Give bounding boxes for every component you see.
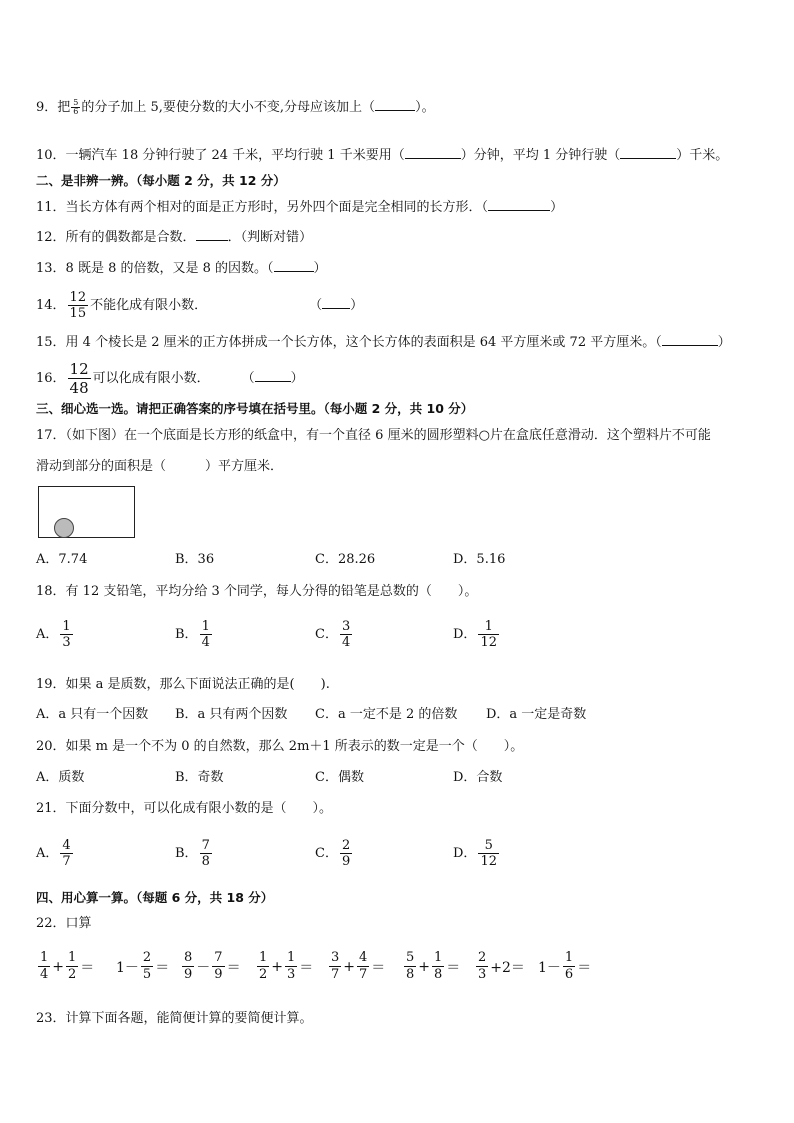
q17-number: 17． (36, 428, 66, 443)
question-20 (36, 738, 523, 756)
q17-text1: （如下图）在一个底面是长方形的纸盒中，有一个直径 6 厘米的圆形塑料○片在盒底任意滑动．这个塑料片不可能 (65, 428, 711, 443)
q22-8-b-num: 1 (564, 950, 574, 965)
q22-7-a (476, 950, 488, 983)
q22-4-b-num: 1 (287, 950, 296, 965)
q21-d-num: 5 (484, 838, 493, 853)
q21-a-num: 4 (62, 838, 71, 853)
q22-4-a-num: 1 (259, 950, 268, 965)
q18-option-c[interactable] (315, 619, 354, 650)
q19-option-b[interactable]: B．a 只有两个因数 (175, 707, 288, 722)
disc-circle (55, 519, 74, 538)
q22-1-a-num: 1 (40, 950, 49, 965)
q22-5-b-den: 7 (359, 967, 368, 982)
q22-item-6 (402, 950, 460, 983)
q22-7-a-den: 3 (478, 967, 487, 982)
q10-text1: 一辆汽车 18 分钟行驶了 24 千米，平均行驶 1 千米要用（ (65, 148, 405, 163)
q14-frac-den: 15 (69, 306, 87, 321)
q18-a-den: 3 (62, 635, 71, 650)
q14-fraction (68, 290, 89, 321)
q22-5-a (329, 950, 341, 983)
q22-1-b-den: 2 (68, 967, 77, 982)
q21-d-label: D． (453, 846, 477, 861)
q22-5-eq: ＝ (371, 959, 386, 976)
q22-1-eq: ＝ (80, 959, 95, 976)
q18-d-fraction (478, 619, 499, 650)
question-23 (36, 1010, 313, 1028)
q12-blank[interactable] (196, 228, 228, 241)
q18-a-label: A． (36, 627, 59, 642)
q10-blank-2[interactable] (620, 146, 676, 159)
q22-5-a-den: 7 (331, 967, 340, 982)
question-17-line1 (36, 427, 711, 445)
q22-7-post: +2＝ (490, 959, 525, 976)
question-21 (36, 800, 332, 818)
q17-option-b[interactable]: B．36 (175, 552, 215, 567)
q22-6-eq: ＝ (446, 959, 461, 976)
q22-6-b (432, 950, 444, 983)
q20-option-a[interactable]: A．质数 (36, 770, 85, 785)
q22-6-b-den: 8 (434, 967, 443, 982)
q21-option-b[interactable] (175, 838, 214, 869)
question-19 (36, 676, 330, 694)
q22-number: 22． (36, 916, 66, 931)
q22-4-op: + (271, 958, 284, 975)
q22-3-b-num: 7 (214, 950, 223, 965)
q22-item-7 (474, 950, 525, 983)
q10-blank-1[interactable] (405, 146, 461, 159)
q19-option-d[interactable]: D．a 一定是奇数 (486, 707, 587, 722)
q22-3-a-num: 8 (184, 950, 193, 965)
q16-frac-num: 12 (69, 360, 89, 378)
q22-item-3 (180, 950, 241, 983)
q15-blank[interactable] (662, 333, 718, 346)
q23-number: 23． (36, 1011, 66, 1026)
q21-c-den: 9 (341, 854, 351, 869)
q21-b-den: 8 (201, 854, 210, 869)
q14-open: （ (309, 298, 323, 313)
q18-d-num: 1 (484, 619, 493, 634)
q14-number: 14． (36, 298, 66, 313)
q21-c-num: 2 (341, 838, 351, 853)
q21-option-c[interactable] (315, 838, 354, 869)
q22-4-a (257, 950, 269, 983)
q13-blank[interactable] (274, 259, 314, 272)
q22-8-b-den: 6 (564, 967, 574, 982)
q16-fraction (68, 360, 91, 397)
q15-text: 用 4 个棱长是 2 厘米的正方体拼成一个长方体，这个长方体的表面积是 64 平方厘米或 72 平方厘米。（ (65, 335, 662, 350)
q17-box-figure (38, 486, 136, 540)
q22-5-b-num: 4 (359, 950, 368, 965)
q18-d-label: D． (453, 627, 477, 642)
q21-a-den: 7 (62, 854, 71, 869)
q22-4-eq: ＝ (299, 959, 314, 976)
q9-frac-den: 6 (73, 107, 79, 116)
q22-4-b-den: 3 (287, 967, 296, 982)
q20-option-c[interactable]: C．偶数 (315, 770, 364, 785)
q22-6-a-den: 8 (406, 967, 415, 982)
q17-option-c[interactable]: C．28.26 (315, 552, 376, 567)
q21-number: 21． (36, 801, 66, 816)
q10-text3: ）千米。 (676, 148, 729, 163)
question-15 (36, 333, 731, 352)
q21-b-num: 7 (201, 838, 210, 853)
q19-option-a[interactable]: A．a 只有一个因数 (36, 707, 149, 722)
q18-c-label: C． (315, 627, 338, 642)
q22-4-b (285, 950, 297, 983)
q14-blank[interactable] (322, 296, 350, 309)
q22-8-b (563, 950, 575, 983)
q18-option-b[interactable] (175, 619, 214, 650)
q22-2-eq: ＝ (155, 959, 170, 976)
q22-5-a-num: 3 (331, 950, 340, 965)
q10-number: 10． (36, 148, 66, 163)
q16-number: 16． (36, 371, 66, 386)
q22-item-5 (327, 950, 385, 983)
q22-3-b (212, 950, 224, 983)
q15-post: ） (717, 335, 731, 350)
q22-2-b-num: 2 (142, 950, 152, 965)
q14-frac-num: 12 (69, 290, 87, 305)
q18-a-fraction (60, 619, 72, 650)
question-9 (36, 98, 435, 117)
q22-1-op: + (52, 958, 65, 975)
box-rectangle (39, 487, 135, 538)
q13-post: ） (313, 261, 327, 276)
question-12 (36, 228, 312, 247)
q22-text: 口算 (65, 916, 92, 931)
q9-post: ）。 (415, 100, 435, 115)
q21-option-a[interactable] (36, 838, 75, 869)
q21-b-fraction (200, 838, 212, 869)
q22-3-a-den: 9 (184, 967, 193, 982)
q18-b-num: 1 (201, 619, 210, 634)
q23-text: 计算下面各题，能简便计算的要简便计算。 (65, 1011, 313, 1026)
question-18 (36, 583, 477, 601)
q22-1-a-den: 4 (40, 967, 49, 982)
q18-option-d[interactable] (453, 619, 501, 650)
q22-6-op: + (418, 958, 431, 975)
q17-option-a[interactable]: A．7.74 (36, 552, 88, 567)
section-3-heading: 三、细心选一选。请把正确答案的序号填在括号里。（每小题 2 分，共 10 分） (36, 401, 474, 416)
q19-text: 如果 a 是质数，那么下面说法正确的是( ). (65, 677, 330, 692)
section-2-heading: 二、是非辨一辨。（每小题 2 分，共 12 分） (36, 173, 286, 188)
q22-item-4 (255, 950, 313, 983)
q22-3-op: － (196, 959, 211, 976)
q21-c-label: C． (315, 846, 338, 861)
q22-1-b-num: 1 (68, 950, 77, 965)
q22-item-8 (538, 950, 591, 983)
q11-text: 当长方体有两个相对的面是正方形时，另外四个面是完全相同的长方形．（ (65, 200, 489, 215)
q12-text: 所有的偶数都是合数． (65, 230, 196, 245)
q22-2-b-den: 5 (142, 967, 152, 982)
q16-post: ） (290, 371, 304, 386)
q22-7-a-num: 2 (478, 950, 487, 965)
q19-option-c[interactable]: C．a 一定不是 2 的倍数 (315, 707, 458, 722)
q18-b-fraction (200, 619, 212, 650)
q18-d-den: 12 (480, 635, 497, 650)
q11-number: 11． (36, 200, 66, 215)
q22-item-2 (116, 950, 169, 983)
q21-d-fraction (478, 838, 499, 869)
q18-number: 18． (36, 584, 66, 599)
q17-option-d[interactable]: D．5.16 (453, 552, 506, 567)
q9-frac-num: 5 (73, 98, 79, 107)
question-17-line2: 滑动到部分的面积是（ ）平方厘米． (36, 459, 284, 474)
q18-b-den: 4 (201, 635, 210, 650)
q22-8-eq: ＝ (577, 959, 592, 976)
question-22 (36, 915, 92, 933)
q9-blank[interactable] (375, 98, 415, 111)
q22-item-1 (36, 950, 94, 983)
q22-8-pre: 1－ (538, 959, 561, 976)
q13-text: 8 既是 8 的倍数，又是 8 的因数。（ (65, 261, 274, 276)
q16-frac-den: 48 (69, 379, 89, 397)
q15-number: 15． (36, 335, 66, 350)
q18-option-a[interactable] (36, 619, 75, 650)
question-16 (36, 360, 304, 397)
q14-text: 不能化成有限小数． (90, 298, 208, 313)
q22-1-a (38, 950, 50, 983)
q22-2-b (141, 950, 153, 983)
q9-text: 的分子加上 5,要使分数的大小不变,分母应该加上（ (81, 100, 376, 115)
q21-text: 下面分数中，可以化成有限小数的是（ ）。 (65, 801, 333, 816)
section-4-heading: 四、用心算一算。（每题 6 分，共 18 分） (36, 890, 274, 905)
q16-text: 可以化成有限小数． (92, 371, 210, 386)
q18-a-num: 1 (62, 619, 71, 634)
q20-number: 20． (36, 739, 66, 754)
question-10 (36, 146, 728, 165)
q18-c-den: 4 (341, 635, 351, 650)
q16-blank[interactable] (255, 369, 291, 382)
q14-post: ） (350, 298, 364, 313)
q22-4-a-den: 2 (259, 967, 268, 982)
q11-post: ） (550, 200, 564, 215)
q13-number: 13． (36, 261, 66, 276)
q18-text: 有 12 支铅笔，平均分给 3 个同学，每人分得的铅笔是总数的（ ）。 (65, 584, 478, 599)
q18-c-fraction (340, 619, 352, 650)
q22-6-a-num: 5 (406, 950, 415, 965)
question-13 (36, 259, 327, 278)
q9-fraction (71, 99, 80, 116)
q11-blank[interactable] (488, 198, 550, 211)
q22-3-eq: ＝ (226, 959, 241, 976)
q22-1-b (66, 950, 78, 983)
q22-2-pre: 1－ (116, 959, 139, 976)
q22-3-b-den: 9 (214, 967, 223, 982)
question-14 (36, 290, 363, 321)
q21-d-den: 12 (480, 854, 497, 869)
q9-prefix: 把 (57, 100, 71, 115)
question-11 (36, 198, 563, 217)
q20-option-b[interactable]: B．奇数 (175, 770, 224, 785)
q20-text: 如果 m 是一个不为 0 的自然数，那么 2m＋1 所表示的数一定是一个（ ）。 (65, 739, 524, 754)
q22-5-op: + (343, 958, 356, 975)
q16-open: （ (241, 371, 255, 386)
q18-b-label: B． (175, 627, 198, 642)
q22-6-b-num: 1 (434, 950, 443, 965)
q21-option-d[interactable] (453, 838, 501, 869)
q12-number: 12． (36, 230, 66, 245)
q21-a-label: A． (36, 846, 59, 861)
q12-post: ．（判断对错） (227, 230, 313, 245)
q19-number: 19． (36, 677, 66, 692)
q21-a-fraction (60, 838, 72, 869)
q21-b-label: B． (175, 846, 198, 861)
q9-number: 9． (36, 100, 58, 115)
q10-text2: ）分钟，平均 1 分钟行驶（ (460, 148, 621, 163)
q22-5-b (357, 950, 369, 983)
q21-c-fraction (340, 838, 352, 869)
q22-6-a (404, 950, 416, 983)
q22-3-a (182, 950, 194, 983)
q18-c-num: 3 (341, 619, 351, 634)
q20-option-d[interactable]: D．合数 (453, 770, 503, 785)
